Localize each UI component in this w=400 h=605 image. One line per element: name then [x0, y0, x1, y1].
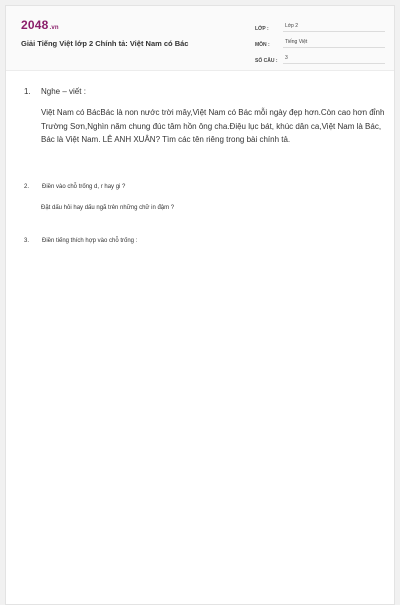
- meta-row-subject: [255, 34, 385, 48]
- question-1-body: Việt Nam có BácBác là non nước trời mây,Việt Nam có Bác mỗi ngày đẹp hơn.Còn cao hơn đỉnh Trường Sơn,Nghìn năm chung đúc tâm hồn ông cha.Điệu lục bát, khúc dân ca,Việt Nam là Bác, Bác là Việt Nam. LÊ ANH XUÂN? Tìm các tên riêng trong bài chính tả.: [41, 108, 385, 144]
- worksheet-header: [6, 6, 394, 71]
- logo-main: 2048: [21, 18, 49, 32]
- question-title: Điền vào chỗ trống d, r hay gi ?: [42, 184, 126, 190]
- question-title: Điền tiếng thích hợp vào chỗ trống :: [42, 238, 138, 244]
- worksheet-page: [5, 5, 395, 605]
- question-number: 1.: [24, 87, 31, 96]
- question-2-subtask: Đặt dấu hỏi hay dấu ngã trên những chữ in đậm ?: [41, 205, 175, 211]
- meta-value: Tiếng Việt: [283, 39, 385, 48]
- logo-suffix: .vn: [49, 25, 59, 31]
- meta-label: LỚP :: [255, 26, 269, 32]
- meta-label: SỐ CÂU :: [255, 58, 278, 64]
- page-title: Giải Tiếng Việt lớp 2 Chính tả: Việt Nam có Bác: [21, 39, 189, 48]
- meta-info: [255, 18, 385, 66]
- question-2-heading: [24, 184, 125, 190]
- question-number: 3.: [24, 238, 30, 244]
- site-logo[interactable]: [21, 18, 59, 32]
- meta-value: 3: [283, 55, 385, 64]
- question-number: 2.: [24, 184, 30, 190]
- question-1-heading: [24, 87, 86, 96]
- meta-label: MÔN :: [255, 42, 270, 48]
- meta-row-question-count: [255, 50, 385, 64]
- question-title: Nghe – viết :: [41, 87, 86, 96]
- meta-value: Lớp 2: [283, 23, 385, 32]
- question-3-heading: [24, 238, 137, 244]
- meta-row-class: [255, 18, 385, 32]
